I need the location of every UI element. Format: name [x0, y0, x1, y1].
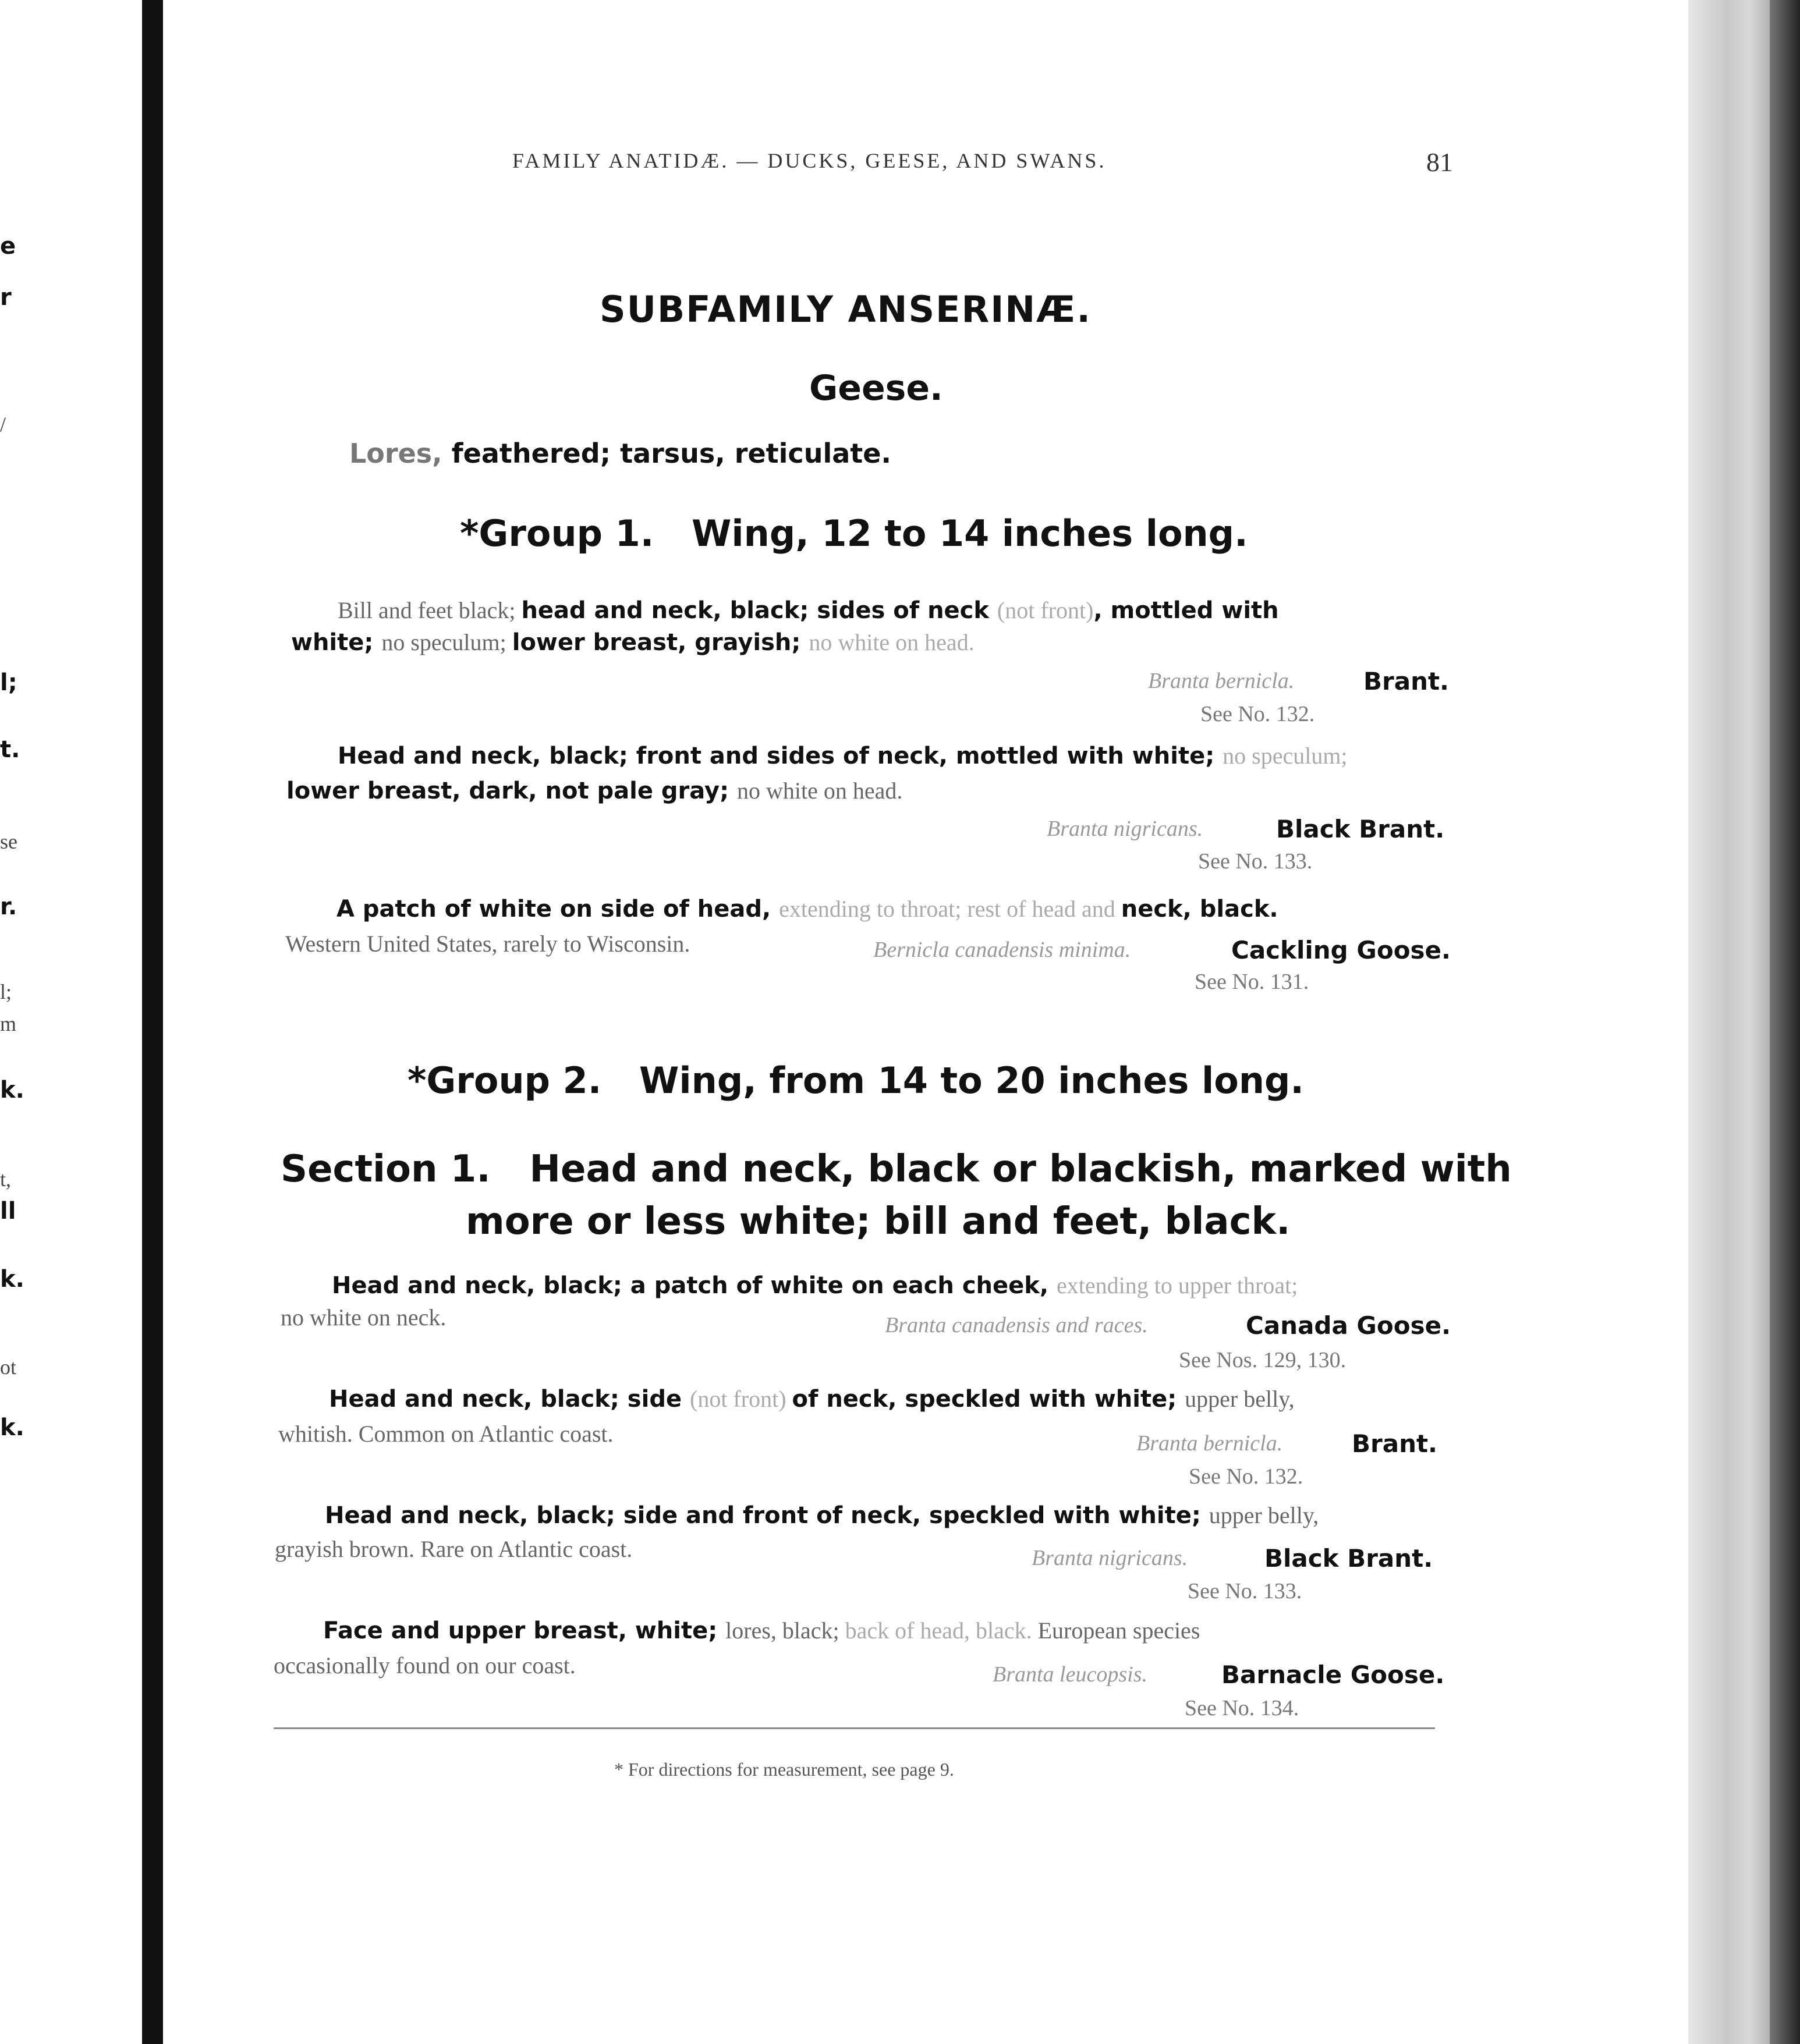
- margin-fragment: r: [0, 284, 12, 311]
- entry-text-run: A patch of white on side of head,: [336, 896, 779, 922]
- lores-word: Lores,: [349, 438, 442, 469]
- margin-fragment: k.: [0, 1077, 24, 1103]
- entry-line-2: [281, 1304, 446, 1331]
- scientific-name: Branta nigricans.: [1032, 1546, 1188, 1570]
- entry-text-run: Head and neck, black; a patch of white on each cheek,: [332, 1272, 1057, 1299]
- common-name: Canada Goose.: [1246, 1311, 1451, 1340]
- scientific-name: Branta nigricans.: [1047, 817, 1203, 841]
- margin-fragment: k.: [0, 1414, 24, 1441]
- see-reference: See No. 131.: [1195, 970, 1309, 994]
- scientific-name: Branta bernicla.: [1136, 1431, 1283, 1456]
- margin-fragment: /: [0, 413, 6, 436]
- margin-fragment: k.: [0, 1266, 24, 1293]
- entry-line-1: [329, 1385, 1295, 1413]
- entry-text-run: occasionally found on our coast.: [274, 1652, 576, 1679]
- entry-text-run: no white on neck.: [281, 1304, 447, 1330]
- book-spine: [142, 0, 163, 2044]
- entry-text-run: upper belly,: [1185, 1386, 1295, 1412]
- entry-text-run: whitish. Common on Atlantic coast.: [278, 1421, 614, 1447]
- entry-line-1: [323, 1617, 1200, 1644]
- scientific-name: Bernicla canadensis minima.: [873, 938, 1131, 962]
- entry-text-run: Western United States, rarely to Wisconsin.: [285, 931, 690, 957]
- see-reference: See No. 133.: [1188, 1579, 1302, 1603]
- entry-text-run: head and neck, black; sides of neck: [521, 597, 997, 624]
- see-reference: See No. 133.: [1198, 849, 1313, 874]
- subfamily-title: SUBFAMILY ANSERINÆ.: [600, 288, 1092, 331]
- see-reference: See No. 132.: [1189, 1464, 1303, 1489]
- margin-fragment: l;: [0, 669, 17, 696]
- margin-fragment: t.: [0, 736, 20, 763]
- geese-heading: Geese.: [809, 368, 943, 409]
- entry-text-run: , mottled with: [1093, 597, 1279, 624]
- margin-fragment: ot: [0, 1355, 17, 1379]
- entry-line-1: [336, 895, 1278, 922]
- entry-line-1: [325, 1502, 1319, 1529]
- entry-line-2: [275, 1535, 632, 1563]
- scientific-name: Branta canadensis and races.: [885, 1313, 1148, 1337]
- entry-text-run: Head and neck, black; side and front of neck, speckled with white;: [325, 1502, 1209, 1529]
- entry-line-1: [332, 1272, 1298, 1299]
- entry-text-run: grayish brown. Rare on Atlantic coast.: [275, 1536, 633, 1562]
- footnote-rule: [274, 1727, 1435, 1729]
- page-edge-shadow: [1770, 0, 1800, 2044]
- margin-fragment: se: [0, 830, 17, 853]
- footnote: * For directions for measurement, see page 9.: [614, 1759, 954, 1780]
- margin-fragment: m: [0, 1012, 17, 1035]
- entry-line-2: [291, 629, 975, 656]
- running-head: FAMILY ANATIDÆ. — DUCKS, GEESE, AND SWANS.: [512, 149, 1107, 172]
- entry-text-run: lores, black;: [725, 1617, 845, 1644]
- lores-rest: feathered; tarsus, reticulate.: [451, 438, 891, 469]
- lores-line: [349, 438, 891, 469]
- entry-text-run: of neck, speckled with white;: [792, 1386, 1185, 1413]
- margin-fragment: ll: [0, 1198, 16, 1225]
- entry-line-2: [274, 1652, 576, 1679]
- entry-text-run: European species: [1037, 1617, 1200, 1644]
- common-name: Cackling Goose.: [1231, 936, 1451, 964]
- entry-text-run: no speculum;: [1223, 743, 1348, 769]
- entry-text-run: neck, black.: [1121, 896, 1278, 922]
- see-reference: See No. 134.: [1185, 1696, 1299, 1720]
- section1-heading: Section 1. Head and neck, black or blackish, marked with: [281, 1148, 1512, 1191]
- entry-text-run: extending to upper throat;: [1056, 1272, 1298, 1298]
- common-name: Black Brant.: [1264, 1544, 1433, 1573]
- entry-text-run: (not front): [997, 597, 1094, 623]
- entry-line-1: [338, 597, 1279, 624]
- entry-text-run: extending to throat; rest of head and: [779, 896, 1121, 922]
- common-name: Brant.: [1363, 667, 1449, 695]
- entry-text-run: no speculum;: [381, 629, 512, 655]
- entry-line-2: [286, 777, 902, 804]
- entry-line-2: [285, 930, 690, 957]
- previous-page-margin: [0, 0, 142, 2044]
- entry-text-run: no white on head.: [809, 629, 975, 655]
- margin-fragment: r.: [0, 893, 17, 920]
- entry-text-run: Face and upper breast, white;: [323, 1617, 726, 1644]
- margin-fragment: e: [0, 233, 16, 260]
- entry-text-run: Head and neck, black; front and sides of neck, mottled with white;: [338, 743, 1223, 769]
- margin-fragment: l;: [0, 980, 12, 1003]
- page-number: 81: [1426, 147, 1453, 177]
- entry-text-run: back of head, black.: [845, 1617, 1038, 1644]
- scientific-name: Branta leucopsis.: [993, 1662, 1147, 1687]
- group2-heading: *Group 2. Wing, from 14 to 20 inches long.: [408, 1059, 1304, 1102]
- section1-heading-cont: more or less white; bill and feet, black.: [466, 1200, 1291, 1243]
- entry-text-run: (not front): [690, 1386, 792, 1412]
- common-name: Black Brant.: [1276, 815, 1445, 843]
- entry-text-run: upper belly,: [1209, 1502, 1319, 1528]
- scientific-name: Branta bernicla.: [1148, 669, 1295, 693]
- entry-text-run: Bill and feet black;: [338, 597, 522, 623]
- common-name: Brant.: [1352, 1429, 1437, 1458]
- group1-heading: *Group 1. Wing, 12 to 14 inches long.: [460, 512, 1248, 555]
- entry-text-run: lower breast, dark, not pale gray;: [286, 778, 738, 804]
- common-name: Barnacle Goose.: [1221, 1660, 1445, 1689]
- entry-text-run: white;: [291, 629, 382, 656]
- see-reference: See Nos. 129, 130.: [1179, 1348, 1347, 1372]
- entry-text-run: no white on head.: [737, 778, 903, 804]
- entry-line-2: [278, 1420, 614, 1447]
- margin-fragment: t,: [0, 1168, 12, 1191]
- see-reference: See No. 132.: [1200, 702, 1315, 726]
- entry-text-run: lower breast, grayish;: [512, 629, 809, 656]
- entry-line-1: [338, 742, 1348, 769]
- entry-text-run: Head and neck, black; side: [329, 1386, 690, 1413]
